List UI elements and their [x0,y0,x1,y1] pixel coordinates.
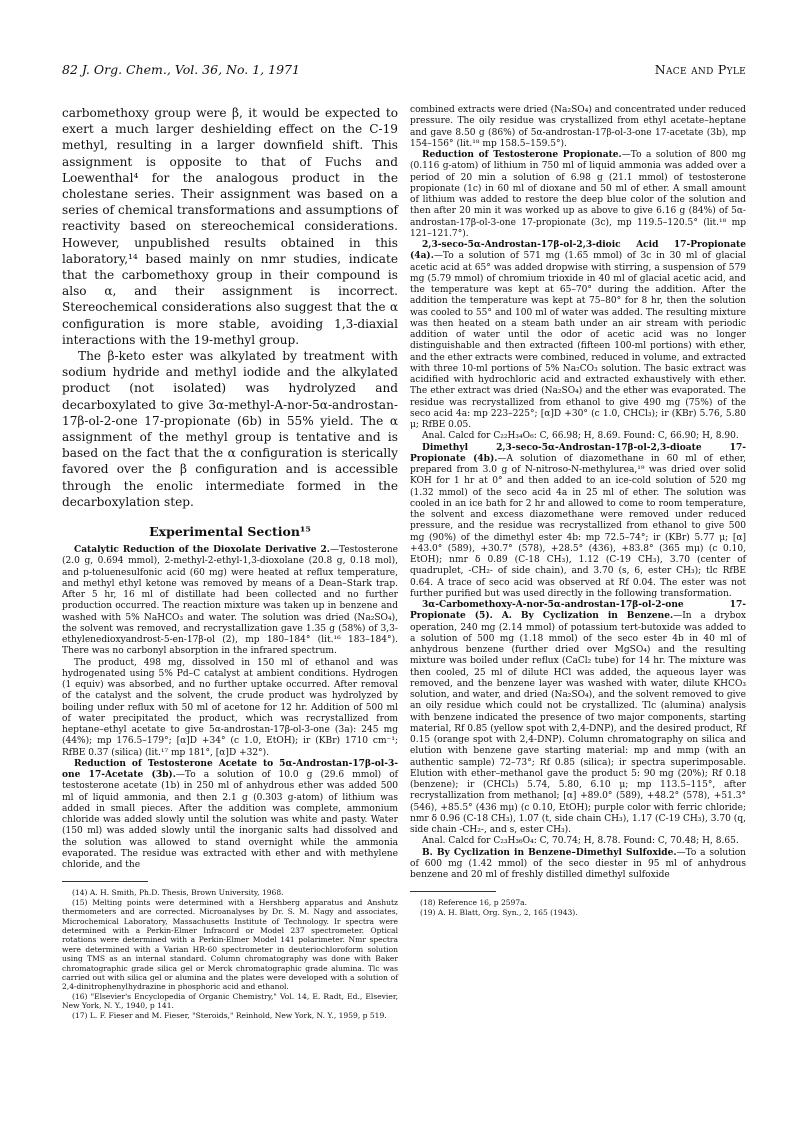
discussion-text [62,105,398,510]
paragraph: The β-keto ester was alkylated by treatment with sodium hydride and methyl iodide and the alkylated product (not isolated) was hydrolyzed and decarboxylated to give 3α-methyl-A-nor-5α-androstan-17β-ol-2-one 17-propionate (6b) in 55% yield. The α assignment of the methyl group is tentative and is based on the fact that the α configuration is sterically favored over the β configuration and is accessible through the enolic intermediate formed in the decarboxylation step. [62,349,398,509]
procedure-text: —Testosterone (2.0 g, 0.694 mmol), 2-methyl-2-ethyl-1,3-dioxolane (20.8 g, 0.18 mol), and p-toluenesulfonic acid (60 mg) were heated at reflux temperature, and methyl ethyl ketone was removed by means of a Dean–Stark trap. After 5 hr, 16 ml of distillate had been collected and no further production occurred. The reaction mixture was taken up in benzene and washed with 5% NaHCO₃ and water. The solution was dried (Na₂SO₄), the solvent was removed, and recrystallization gave 1.35 g (58%) of 3,3-ethylenedioxyandrost-5-en-17β-ol (2), mp 180–184° (lit.¹⁶ 183–184°). There was no carbonyl absorption in the infrared spectrum. [62,545,398,657]
footnote: (18) Reference 16, p 2597a. [420,898,528,908]
left-column [62,105,398,1020]
footnotes [410,898,746,917]
analysis-line: Anal. Calcd for C₂₂H₃₄O₆: C, 66.98; H, 8.69. Found: C, 66.90; H, 8.90. [422,431,739,442]
right-column [410,105,746,917]
authors-header: Nace and Pyle [654,62,746,77]
footnote: (19) A. H. Blatt, Org. Syn., 2, 165 (1943). [420,907,578,917]
procedure-title: 2,3-seco-5α-Androstan-17β-ol-2,3-dioic Acid 17-Propionate (4a). [410,240,746,262]
procedure-text: —A solution of diazomethane in 60 ml of ether, prepared from 3.0 g of N-nitroso-N-methylurea,¹⁹ was dried over solid KOH for 1 hr at 0° and then added to an ice-cold solution of 520 mg (1.32 mmol) of the seco acid 4a in 25 ml of ether. The solution was cooled in an ice bath for 2 hr and allowed to come to room temperature, the solvent and excess diazomethane were removed under reduced pressure, and the residue was recrystallized from ethanol to give 500 mg (90%) of the dimethyl ester 4b: mp 72.5–74°; ir (KBr) 5.77 μ; [α] +43.0° (589), +30.7° (578), +28.5° (436), +83.8° (365 mμ) (c 0.10, EtOH); nmr δ 0.89 (C-18 CH₃), 1.12 (C-19 CH₃), 3.70 (center of quadruplet, -CH₂- of side chain), and 3.70 (s, 6, ester CH₃); tlc RfBE 0.64. A trace of seco acid was observed at Rf 0.04. The ester was not further purified but was used directly in the following transformation. [410,453,746,599]
procedure-title: Reduction of Testosterone Acetate to 5α-Androstan-17β-ol-3-one 17-Acetate (3b). [62,758,398,781]
footnote: (15) Melting points were determined with a Hershberg apparatus and Anshutz thermometers and are corrected. Microanalyses by Dr. S. M. Nagy and associates, Microchemical Laboratory, Massachusetts Institute of Technology. Ir spectra were determined with a Perkin-Elmer Infracord or Model 237 spectrometer. Optical rotations were determined with a Perkin-Elmer Model 141 polarimeter. Nmr spectra were determined with a Varian HR-60 spectrometer in deuteriochloroform solution using TMS as an internal standard. Column chromatography was done with Baker chromatographic grade silica gel or Merck chromatographic grade alumina. Tlc was carried out with silica gel or alumina and the plates were developed with a solution of 2,4-dinitrophenylhydrazine in phosphoric acid and ethanol. [62,897,398,992]
footnote: (14) A. H. Smith, Ph.D. Thesis, Brown University, 1968. [72,888,284,898]
journal-citation: 82 J. Org. Chem., Vol. 36, No. 1, 1971 [62,62,300,77]
procedure-text: combined extracts were dried (Na₂SO₄) and concentrated under reduced pressure. The oily residue was crystallized from ethyl acetate–heptane and gave 8.50 g (86%) of 5α-androstan-17β-ol-3-one 17-acetate (3b), mp 154–156° (lit.¹⁸ mp 158.5–159.5°). [410,105,746,149]
procedure-text: —To a solution of 600 mg (1.42 mmol) of the seco diester in 95 ml of anhydrous benzene and 20 ml of freshly distilled dimethyl sulfoxide [410,847,746,880]
analysis-line: Anal. Calcd for C₂₃H₃₆O₄: C, 70.74; H, 8.78. Found: C, 70.48; H, 8.65. [422,836,739,847]
procedure-title: B. By Cyclization in Benzene–Dimethyl Sulfoxide. [422,847,677,858]
footnote-rule [410,891,496,892]
footnote: (16) "Elsevier's Encyclopedia of Organic Chemistry," Vol. 14, E. Radt, Ed., Elsevier, New York, N. Y., 1940, p 141. [62,991,398,1011]
footnote: (17) L. F. Fieser and M. Fieser, "Steroids," Reinhold, New York, N. Y., 1959, p 519. [72,1010,387,1020]
procedure-text: —To a solution of 800 mg (0.116 g-atom) of lithium in 750 ml of liquid ammonia was added over a period of 20 min a solution of 6.98 g (21.1 mmol) of testosterone propionate (1c) in 60 ml of dioxane and 50 ml of ether. A small amount of lithium was added to restore the deep blue color of the solution and then after 20 min it was worked up as above to give 6.16 g (84%) of 5α-androstan-17β-ol-3-one 17-propionate (3c), mp 119.5–120.5° (lit.¹⁸ mp 121–121.7°). [410,150,746,239]
running-header [62,62,746,82]
experimental-text [410,105,746,881]
procedure-text: The product, 498 mg, dissolved in 150 ml of ethanol and was hydrogenated using 5% Pd–C catalyst at ambient conditions. Hydrogen (1 equiv) was absorbed, and no further uptake occurred. After removal of the catalyst and the solvent, the crude product was hydrolyzed by boiling under reflux with 50 ml of acetone for 12 hr. Addition of 500 ml of water precipitated the product, which was recrystallized from heptane–ethyl acetate to give 5α-androstan-17β-ol-3-one (3a): 245 mg (44%); mp 176.5–179°; [α]D +34° (c 1.0, EtOH); ir (KBr) 1710 cm⁻¹; RfBE 0.37 (silica) (lit.¹⁷ mp 181°, [α]D +32°). [62,657,398,758]
experimental-text [62,545,398,871]
procedure-title: Reduction of Testosterone Propionate. [422,150,622,160]
procedure-text: —To a solution of 571 mg (1.65 mmol) of 3c in 30 ml of glacial acetic acid at 65° was added dropwise with stirring, a suspension of 579 mg (5.79 mmol) of chromium trioxide in 40 ml of glacial acetic acid, and the temperature was kept at 65–70° during the addition. After the addition the temperature was kept at 75–80° for 8 hr, then the solution was cooled to 55° and 100 ml of water was added. The resulting mixture was then heated on a steam bath under an air stream with periodic addition of water until the odor of acetic acid was no longer distinguishable and then extracted (fifteen 100-ml portions) with ether, and the ether extracts were combined, reduced in volume, and extracted with three 10-ml portions of 5% Na₂CO₃ solution. The basic extract was acidified with hydrochloric acid and extracted exhaustively with ether. The ether extract was dried (Na₂SO₄) and the ether was evaporated. The residue was recrystallized from ethanol to give 490 mg (75%) of the seco acid 4a: mp 223–225°; [α]D +30° (c 1.0, CHCl₃); ir (KBr) 5.76, 5.80 μ; RfBE 0.05. [410,251,746,430]
section-heading: Experimental Section¹⁵ [149,524,311,540]
footnotes [62,888,398,1020]
paragraph: carbomethoxy group were β, it would be expected to exert a much larger deshielding effect on the C-19 methyl, resulting in a larger downfield shift. This assignment is opposite to that of Fuchs and Loewenthal⁴ for the analogous product in the cholestane series. Their assignment was based on a series of chemical transformations and assumptions of reactivity based on stereochemical considerations. However, unpublished results obtained in this laboratory,¹⁴ based mainly on nmr studies, indicate that the carbomethoxy group in their compound is also α, and their assignment is incorrect. Stereochemical considerations also suggest that the α configuration is more stable, avoiding 1,3-diaxial interactions with the 19-methyl group. [62,106,398,347]
procedure-text: —In a drybox operation, 240 mg (2.14 mmol) of potassium tert-butoxide was added to a solution of 500 mg (1.18 mmol) of the seco ester 4b in 40 ml of anhydrous benzene (further dried over MgSO₄) and the resulting mixture was boiled under reflux (CaCl₂ tube) for 14 hr. The mixture was then cooled, 25 ml of dilute HCl was added, the aqueous layer was removed, and the benzene layer was washed with water, dilute KHCO₃ solution, and water, and dried (Na₂SO₄), and the solvent removed to give an oily residue which could not be crystallized. Tlc (alumina) analysis with benzene indicated the presence of two major components, starting material, Rf 0.85 (yellow spot with 2,4-DNP), and the desired product, Rf 0.15 (orange spot with 2,4-DNP). Column chromatography on silica and elution with benzene gave starting material: mp and mmp (with an authentic sample) 72–73°; Rf 0.85 (silica); ir spectra superimposable. Elution with ether–methanol gave the product 5: 90 mg (20%); Rf 0.18 (benzene); ir (CHCl₃) 5.74, 5.80, 6.10 μ; mp 113.5–115°, after recrystallization from methanol; [α] +89.0° (589), +48.2° (578), +51.3° (546), +85.5° (436 mμ) (c 0.10, EtOH); purple color with ferric chloride; nmr δ 0.96 (C-18 CH₃), 1.07 (t, side chain CH₃), 1.17 (C-19 CH₃), 3.70 (q, side chain -CH₂-, and s, ester CH₃). [410,611,746,835]
procedure-title: 3α-Carbomethoxy-A-nor-5α-androstan-17β-ol-2-one 17-Propionate (5). A. By Cyclization in Benzene. [410,600,746,622]
procedure-title: Catalytic Reduction of the Dioxolate Derivative 2. [74,545,330,556]
procedure-title: Dimethyl 2,3-seco-5α-Androstan-17β-ol-2,3-dioate 17-Propionate (4b). [410,442,746,464]
footnote-rule [62,881,148,882]
procedure-text: —To a solution of 10.0 g (29.6 mmol) of testosterone acetate (1b) in 250 ml of anhydrous ether was added 500 ml of liquid ammonia, and then 2.1 g (0.303 g-atom) of lithium was added in small pieces. After the addition was complete, ammonium chloride was added slowly until the solution was white and pasty. Water (150 ml) was added slowly until the inorganic salts had dissolved and the solution was allowed to stand overnight while the ammonia evaporated. The residue was extracted with ether and with methylene chloride, and the [62,770,398,871]
